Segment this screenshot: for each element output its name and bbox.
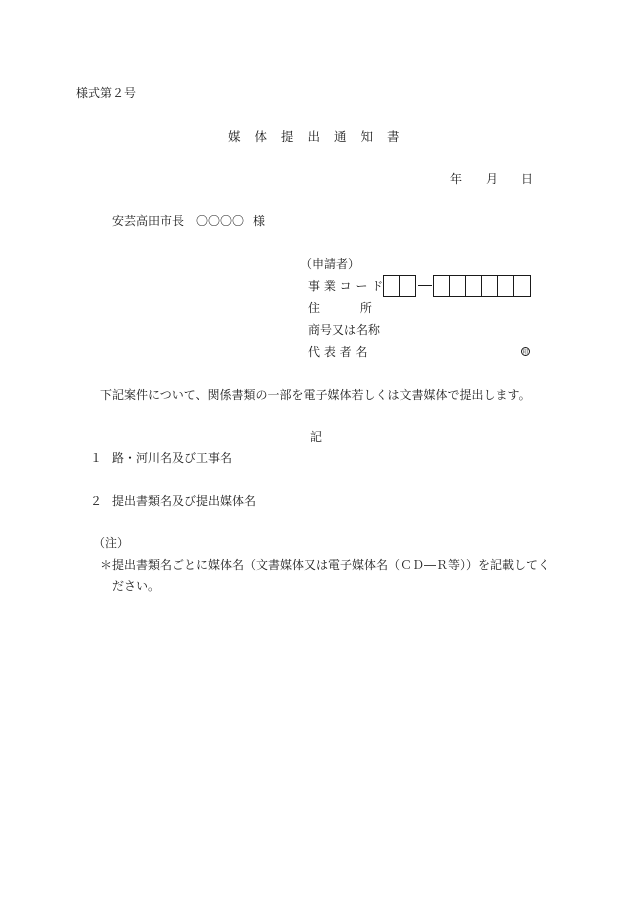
code-cell [450, 276, 466, 296]
item-number: １ [90, 451, 103, 465]
item-text: 提出書類名及び提出媒体名 [112, 494, 257, 508]
code-cell [466, 276, 482, 296]
business-code-prefix-boxes [383, 275, 416, 297]
date-year: 年 [450, 172, 463, 186]
code-cell [434, 276, 450, 296]
code-cell [400, 276, 415, 296]
code-dash [418, 285, 432, 286]
company-name-label: 商号又は名称 [308, 323, 381, 337]
date-month: 月 [486, 172, 499, 186]
ki-heading: 記 [310, 430, 323, 444]
item-number: ２ [90, 494, 103, 508]
seal-mark: 印 [522, 349, 529, 356]
intro-sentence: 下記案件について、関係書類の一部を電子媒体若しくは文書媒体で提出します。 [100, 388, 531, 402]
date-day: 日 [521, 172, 534, 186]
item-text: 路・河川名及び工事名 [112, 451, 233, 465]
representative-label: 代 表 者 名 [308, 345, 368, 359]
document-title: 媒体提出通知書 [228, 129, 414, 144]
code-cell [514, 276, 530, 296]
code-cell [384, 276, 400, 296]
note-heading: （注） [93, 536, 130, 550]
address-label: 住 所 [308, 301, 372, 315]
business-code-suffix-boxes [433, 275, 531, 297]
applicant-heading: （申請者） [300, 257, 361, 271]
addressee-name: 安芸高田市長 〇〇〇〇 [112, 214, 245, 228]
business-code-label: 事 業 コ ー ド [308, 279, 384, 293]
form-number: 様式第２号 [76, 86, 137, 100]
note-line-2: ださい。 [112, 579, 161, 593]
addressee-honorific: 様 [253, 214, 266, 228]
code-cell [482, 276, 498, 296]
note-line-1: ＊提出書類名ごとに媒体名（文書媒体又は電子媒体名（ＣＤ―Ｒ等））を記載してく [100, 558, 551, 572]
code-cell [498, 276, 514, 296]
